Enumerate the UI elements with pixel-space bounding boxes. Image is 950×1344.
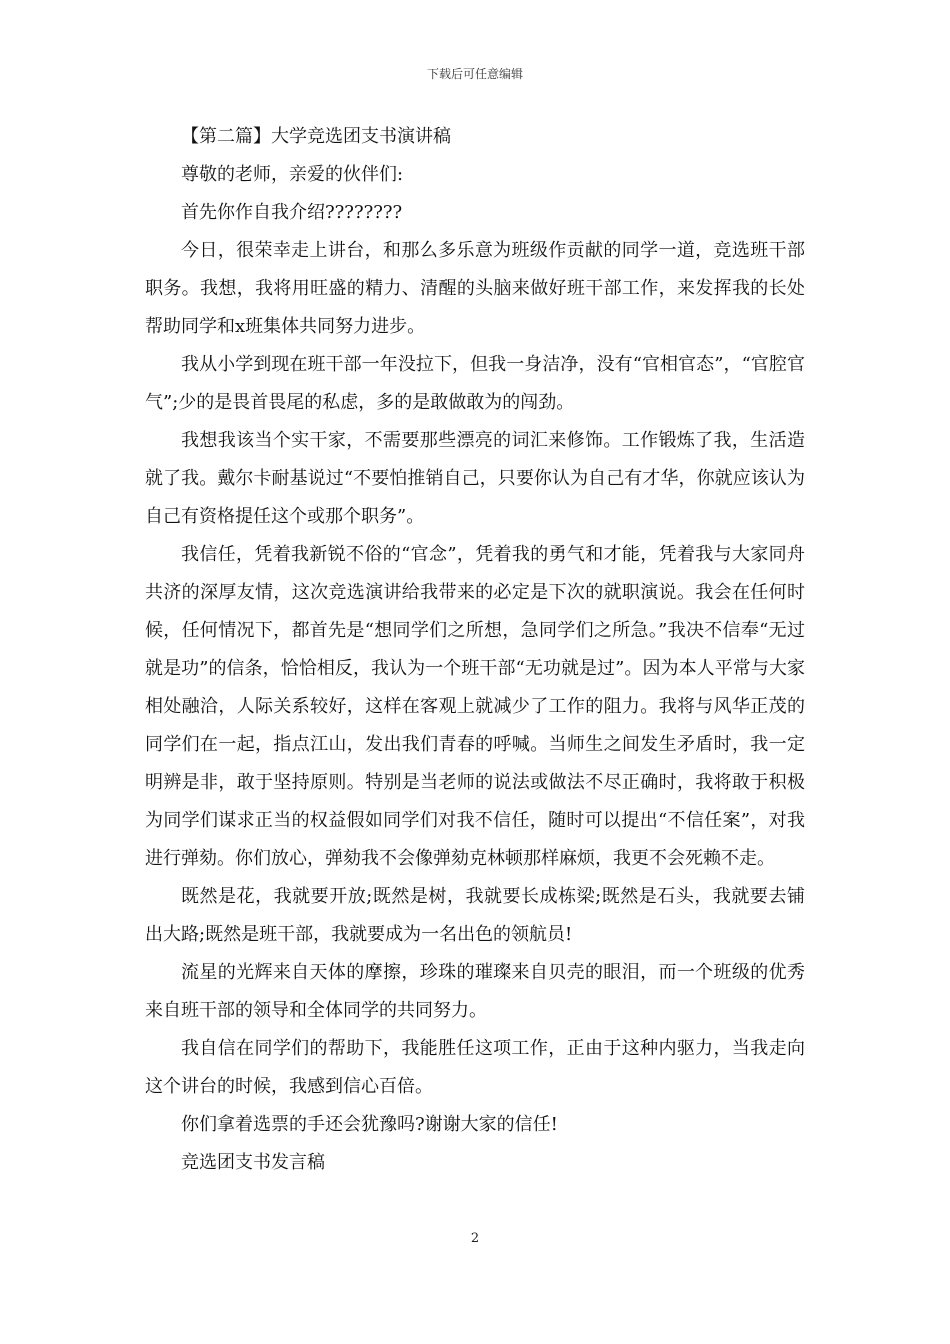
paragraph: 既然是花，我就要开放;既然是树，我就要长成栋梁;既然是石头，我就要去铺出大路;既然是班干部，我就要成为一名出色的领航员! (145, 886, 805, 945)
paragraph: 首先你作自我介绍???????? (181, 202, 403, 223)
greeting: 尊敬的老师，亲爱的伙伴们: (181, 164, 404, 185)
page-header: 下载后可任意编辑 (426, 67, 523, 81)
document-title: 【第二篇】大学竞选团支书演讲稿 (181, 126, 451, 147)
paragraph: 我从小学到现在班干部一年没拉下，但我一身洁净，没有“官相官态”，“官腔官气”;少的是畏首畏尾的私虑，多的是敢做敢为的闯劲。 (145, 354, 805, 413)
closing-line: 你们拿着选票的手还会犹豫吗?谢谢大家的信任! (181, 1114, 558, 1135)
paragraph: 流星的光辉来自天体的摩擦，珍珠的璀璨来自贝壳的眼泪，而一个班级的优秀来自班干部的领导和全体同学的共同努力。 (145, 962, 805, 1021)
document-body (145, 118, 805, 1182)
page-number: 2 (470, 1231, 480, 1246)
paragraph: 今日，很荣幸走上讲台，和那么多乐意为班级作贡献的同学一道，竞选班干部职务。我想，我将用旺盛的精力、清醒的头脑来做好班干部工作，来发挥我的长处帮助同学和x班集体共同努力进步。 (145, 240, 805, 337)
paragraph: 我自信在同学们的帮助下，我能胜任这项工作，正由于这种内驱力，当我走向这个讲台的时候，我感到信心百倍。 (145, 1038, 805, 1097)
paragraph: 我信任，凭着我新锐不俗的“官念”，凭着我的勇气和才能，凭着我与大家同舟共济的深厚友情，这次竞选演讲给我带来的必定是下次的就职演说。我会在任何时候，任何情况下，都首先是“想同学们之所想，急同学们之所急。”我决不信奉“无过就是功”的信条，恰恰相反，我认为一个班干部“无功就是过”。因为本人平常与大家相处融洽，人际关系较好，这样在客观上就减少了工作的阻力。我将与风华正茂的同学们在一起，指点江山，发出我们青春的呼喊。当师生之间发生矛盾时，我一定明辨是非，敢于坚持原则。特别是当老师的说法或做法不尽正确时，我将敢于积极为同学们谋求正当的权益假如同学们对我不信任，随时可以提出“不信任案”，对我进行弹劾。你们放心，弹劾我不会像弹劾克林顿那样麻烦，我更不会死赖不走。 (145, 544, 805, 869)
section-heading: 竞选团支书发言稿 (181, 1152, 325, 1173)
paragraph: 我想我该当个实干家，不需要那些漂亮的词汇来修饰。工作锻炼了我，生活造就了我。戴尔卡耐基说过“不要怕推销自己，只要你认为自己有才华，你就应该认为自己有资格提任这个或那个职务”。 (145, 430, 805, 527)
